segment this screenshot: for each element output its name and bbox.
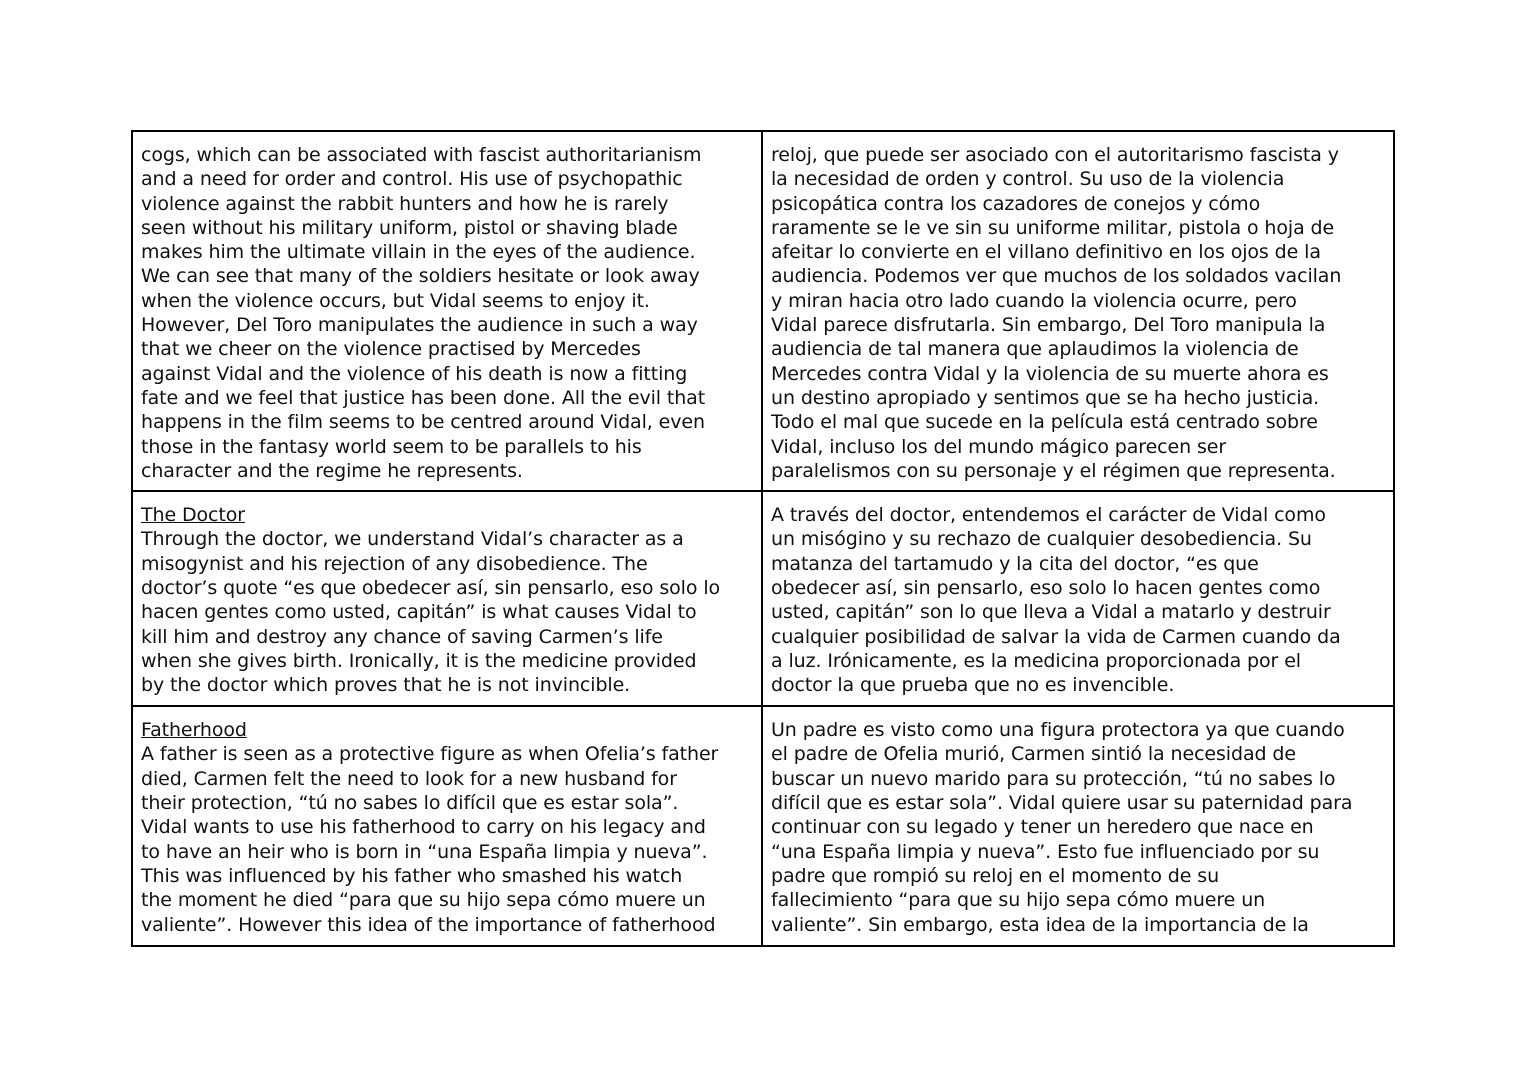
text-line: afeitar lo convierte en el villano definitivo en los ojos de la <box>771 241 1321 264</box>
text-line: audiencia. Podemos ver que muchos de los soldados vacilan <box>771 265 1342 288</box>
text-line: fallecimiento “para que su hijo sepa cómo muere un <box>771 889 1266 912</box>
section-heading: The Doctor <box>141 504 245 527</box>
text-line: difícil que es estar sola”. Vidal quiere usar su paternidad para <box>771 792 1353 815</box>
text-line: Mercedes contra Vidal y la violencia de su muerte ahora es <box>771 362 1329 385</box>
text-line: misogynist and his rejection of any disobedience. The <box>141 552 648 575</box>
text-line: fate and we feel that justice has been done. All the evil that <box>141 386 706 409</box>
text-line: “una España limpia y nueva”. Esto fue influenciado por su <box>771 840 1320 863</box>
text-line: their protection, “tú no sabes lo difícil que es estar sola”. <box>141 792 679 815</box>
text-line: We can see that many of the soldiers hesitate or look away <box>141 265 700 288</box>
text-line: usted, capitán” son lo que lleva a Vidal a matarlo y destruir <box>771 601 1331 624</box>
text-line: violence against the rabbit hunters and how he is rarely <box>141 192 669 215</box>
text-line: when she gives birth. Ironically, it is the medicine provided <box>141 649 697 672</box>
text-line: and a need for order and control. His use of psychopathic <box>141 168 683 191</box>
text-line: Vidal wants to use his fatherhood to carry on his legacy and <box>141 816 706 839</box>
text-line: obedecer así, sin pensarlo, eso solo lo hacen gentes como <box>771 577 1321 600</box>
text-line: Vidal, incluso los del mundo mágico parecen ser <box>771 435 1227 458</box>
text-line: paralelismos con su personaje y el régimen que representa. <box>771 459 1336 482</box>
english-cell <box>132 491 762 706</box>
text-line: y miran hacia otro lado cuando la violencia ocurre, pero <box>771 289 1297 312</box>
text-line: un misógino y su rechazo de cualquier desobediencia. Su <box>771 528 1312 551</box>
text-line: This was influenced by his father who smashed his watch <box>141 864 683 887</box>
text-line: doctor’s quote “es que obedecer así, sin pensarlo, eso solo lo <box>141 577 721 600</box>
text-line: those in the fantasy world seem to be parallels to his <box>141 435 642 458</box>
text-line: kill him and destroy any chance of saving Carmen’s life <box>141 625 663 648</box>
text-line: the moment he died “para que su hijo sepa cómo muere un <box>141 889 706 912</box>
text-line: hacen gentes como usted, capitán” is what causes Vidal to <box>141 601 697 624</box>
section-heading: Fatherhood <box>141 719 247 742</box>
text-line: against Vidal and the violence of his death is now a fitting <box>141 362 688 385</box>
text-line: However, Del Toro manipulates the audience in such a way <box>141 314 698 337</box>
text-line: makes him the ultimate villain in the eyes of the audience. <box>141 241 696 264</box>
text-line: el padre de Ofelia murió, Carmen sintió la necesidad de <box>771 743 1296 766</box>
spanish-cell <box>762 491 1394 706</box>
text-line: cualquier posibilidad de salvar la vida de Carmen cuando da <box>771 625 1341 648</box>
text-line: Vidal parece disfrutarla. Sin embargo, Del Toro manipula la <box>771 314 1326 337</box>
text-line: A father is seen as a protective figure as when Ofelia’s father <box>141 743 719 766</box>
text-line: la necesidad de orden y control. Su uso de la violencia <box>771 168 1285 191</box>
text-line: buscar un nuevo marido para su protección, “tú no sabes lo <box>771 767 1336 790</box>
spanish-cell <box>762 131 1394 491</box>
text-line: A través del doctor, entendemos el carácter de Vidal como <box>771 504 1326 527</box>
table-row <box>132 491 1394 706</box>
text-line: doctor la que prueba que no es invencible. <box>771 674 1175 697</box>
text-line: happens in the film seems to be centred around Vidal, even <box>141 411 705 434</box>
text-line: valiente”. Sin embargo, esta idea de la importancia de la <box>771 913 1309 936</box>
text-line: character and the regime he represents. <box>141 459 523 482</box>
text-line: psicopática contra los cazadores de conejos y cómo <box>771 192 1261 215</box>
text-line: Todo el mal que sucede en la película está centrado sobre <box>771 411 1318 434</box>
text-line: that we cheer on the violence practised by Mercedes <box>141 338 641 361</box>
text-line: continuar con su legado y tener un heredero que nace en <box>771 816 1314 839</box>
spanish-cell <box>762 706 1394 946</box>
text-line: raramente se le ve sin su uniforme militar, pistola o hoja de <box>771 216 1335 239</box>
text-line: to have an heir who is born in “una España limpia y nueva”. <box>141 840 708 863</box>
english-cell <box>132 706 762 946</box>
text-line: seen without his military uniform, pistol or shaving blade <box>141 216 678 239</box>
text-line: a luz. Irónicamente, es la medicina proporcionada por el <box>771 649 1301 672</box>
text-line: died, Carmen felt the need to look for a new husband for <box>141 767 677 790</box>
text-line: when the violence occurs, but Vidal seems to enjoy it. <box>141 289 650 312</box>
table-row <box>132 706 1394 946</box>
text-line: valiente”. However this idea of the importance of fatherhood <box>141 913 716 936</box>
text-line: Un padre es visto como una figura protectora ya que cuando <box>771 719 1345 742</box>
text-line: reloj, que puede ser asociado con el autoritarismo fascista y <box>771 144 1339 166</box>
text-line: by the doctor which proves that he is not invincible. <box>141 674 631 697</box>
text-line: audiencia de tal manera que aplaudimos la violencia de <box>771 338 1299 361</box>
translation-table <box>131 130 1395 947</box>
text-line: padre que rompió su reloj en el momento de su <box>771 864 1220 887</box>
english-cell <box>132 131 762 491</box>
text-line: matanza del tartamudo y la cita del doctor, “es que <box>771 552 1259 575</box>
text-line: cogs, which can be associated with fascist authoritarianism <box>141 144 702 166</box>
table-row <box>132 131 1394 491</box>
text-line: Through the doctor, we understand Vidal’s character as a <box>141 528 684 551</box>
text-line: un destino apropiado y sentimos que se ha hecho justicia. <box>771 386 1320 409</box>
